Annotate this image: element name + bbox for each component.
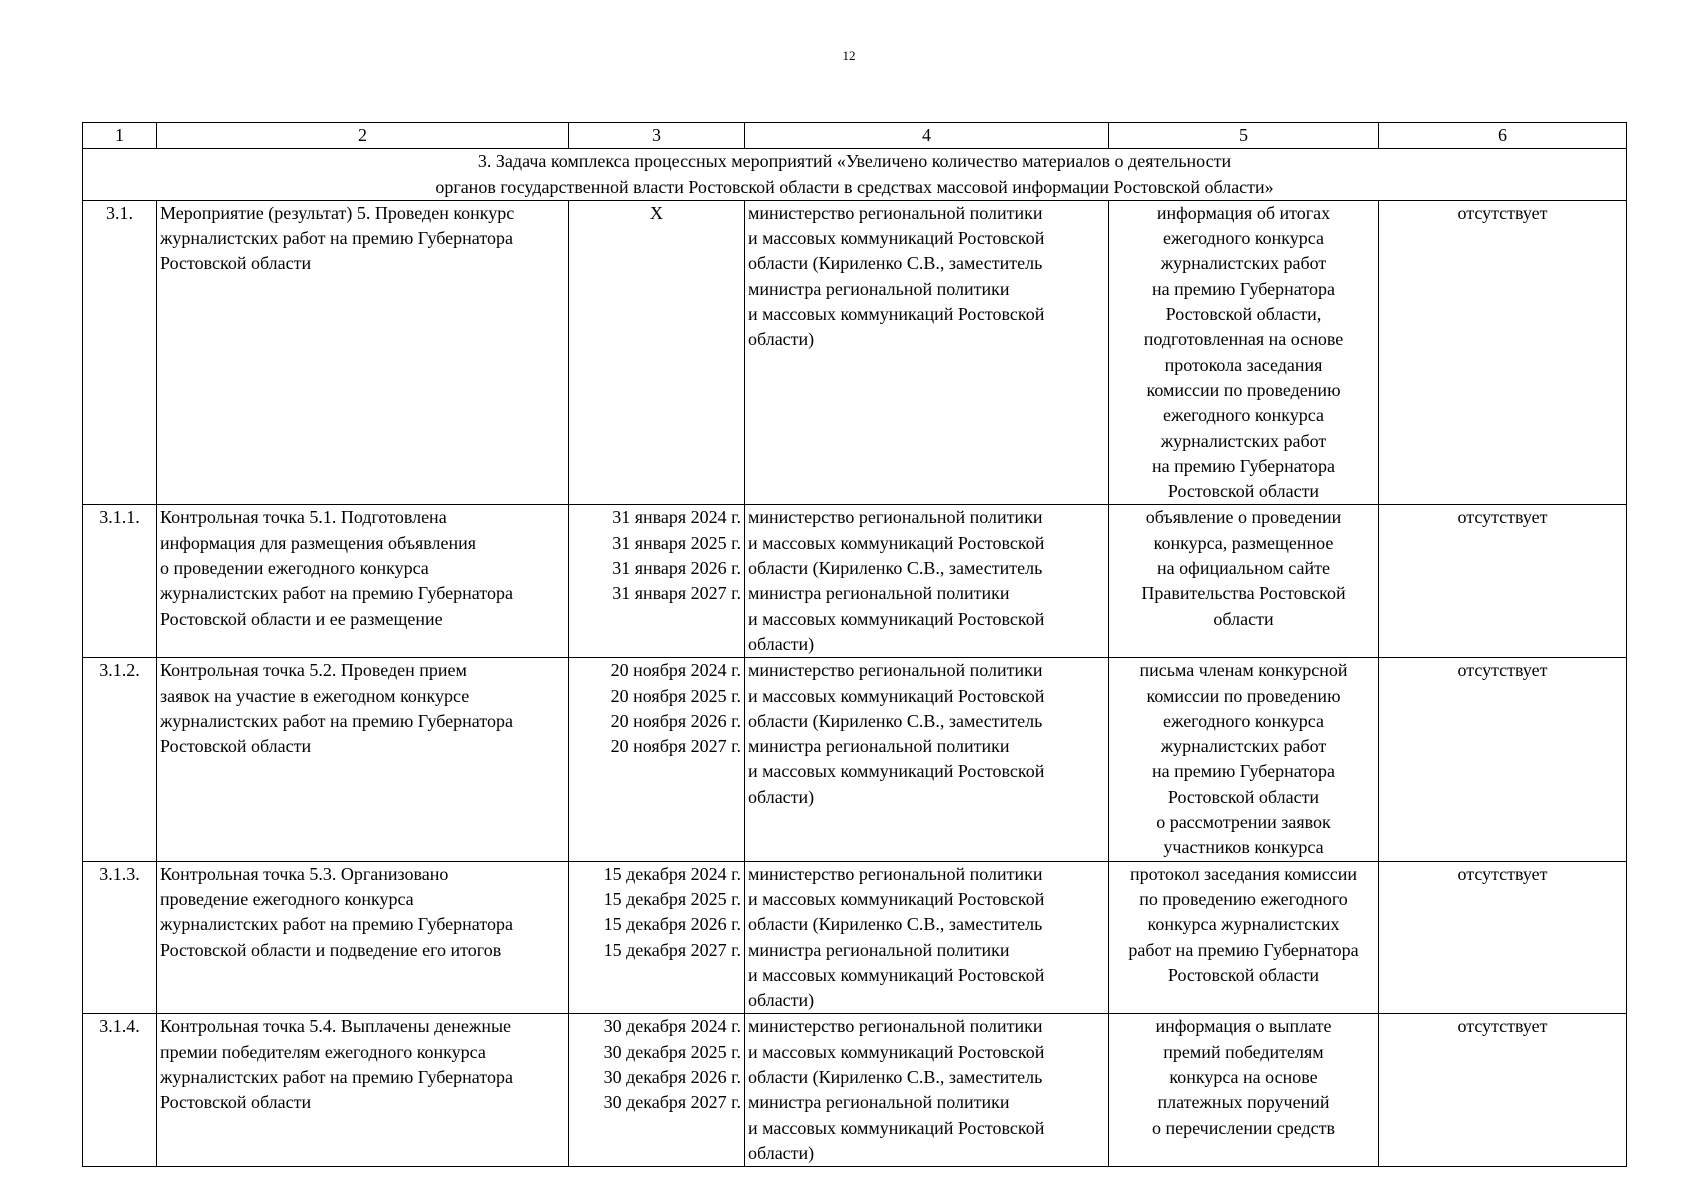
activity-name-line: премии победителям ежегодного конкурса [160,1041,486,1062]
deadline-dates-line: 15 декабря 2024 г. [603,863,741,884]
confirmation-document-line: на премию Губернатора [1152,761,1335,782]
task-title-row [83,149,1627,201]
responsible-executor-line: и массовых коммуникаций Ростовской [748,1041,1045,1062]
confirmation-document-line: конкурса на основе [1169,1066,1318,1087]
responsible-executor-line: и массовых коммуникаций Ростовской [748,1117,1045,1138]
activity-name-line: Мероприятие (результат) 5. Проведен конкурс [160,202,515,223]
responsible-executor [745,200,1109,505]
deadline-dates-line: 31 января 2026 г. [612,558,741,579]
responsible-executor-line: министра региональной политики [748,736,1010,757]
confirmation-document [1109,861,1379,1014]
responsible-executor-line: области (Кириленко С.В., заместитель [748,558,1043,579]
confirmation-document-line: Ростовской области [1167,481,1320,502]
responsible-executor-line: области (Кириленко С.В., заместитель [748,1066,1043,1087]
activity-name-line: заявок на участие в ежегодном конкурсе [160,685,470,706]
responsible-executor-line: министерство региональной политики [748,202,1043,223]
activity-name-line: Контрольная точка 5.3. Организовано [160,863,449,884]
deadline-dates [569,658,745,861]
confirmation-document-line: о рассмотрении заявок [1156,812,1331,833]
confirmation-document-line: по проведению ежегодного [1139,888,1348,909]
responsible-executor-line: и массовых коммуникаций Ростовской [748,888,1045,909]
confirmation-document-line: Ростовской области, [1165,304,1322,325]
information-system: отсутствует [1379,861,1627,1014]
confirmation-document-line: журналистских работ [1160,430,1327,451]
confirmation-document-line: на премию Губернатора [1152,278,1335,299]
responsible-executor [745,1014,1109,1167]
confirmation-document-line: журналистских работ [1160,253,1327,274]
column-number-header: 2 [157,123,569,149]
confirmation-document-line: объявление о проведении [1145,507,1342,528]
column-number-row [83,123,1627,149]
responsible-executor-line: области (Кириленко С.В., заместитель [748,253,1043,274]
confirmation-document-line: информация о выплате [1155,1016,1332,1037]
deadline-dates [569,1014,745,1167]
deadline-dates-line: 15 декабря 2027 г. [603,939,741,960]
activity-name-line: информация для размещения объявления [160,532,477,553]
activity-name-line: Ростовской области и ее размещение [160,608,443,629]
activity-name-line: Ростовской области [160,1092,312,1113]
activity-name-line: Контрольная точка 5.4. Выплачены денежные [160,1016,512,1037]
confirmation-document [1109,505,1379,658]
table-row [83,1014,1627,1167]
information-system: отсутствует [1379,505,1627,658]
deadline-dates [569,200,745,505]
responsible-executor-line: области) [748,633,815,654]
activity-name-line: Ростовской области [160,253,312,274]
column-number-header: 5 [1109,123,1379,149]
responsible-executor-line: и массовых коммуникаций Ростовской [748,761,1045,782]
activity-name [157,505,569,658]
confirmation-document-line: ежегодного конкурса [1163,710,1324,731]
responsible-executor-line: и массовых коммуникаций Ростовской [748,532,1045,553]
deadline-dates [569,861,745,1014]
deadline-dates-line: 20 ноября 2026 г. [610,710,741,731]
activity-name [157,861,569,1014]
responsible-executor-line: и массовых коммуникаций Ростовской [748,964,1045,985]
activity-name [157,658,569,861]
information-system: отсутствует [1379,658,1627,861]
row-number: 3.1. [83,200,157,505]
task-title-line: 3. Задача комплекса процессных мероприятий «Увеличено количество материалов о деятельности [477,151,1232,172]
deadline-dates-line: 30 декабря 2024 г. [603,1016,741,1037]
activity-name-line: Ростовской области [160,736,312,757]
responsible-executor-line: министра региональной политики [748,939,1010,960]
confirmation-document [1109,658,1379,861]
row-number: 3.1.3. [83,861,157,1014]
responsible-executor-line: министерство региональной политики [748,1016,1043,1037]
task-title-line: органов государственной власти Ростовской области в средствах массовой информации Ростовской области» [435,176,1274,197]
deadline-dates [569,505,745,658]
confirmation-document-line: области [1213,608,1274,629]
control-points-table [82,122,1627,1167]
confirmation-document-line: Правительства Ростовской [1141,583,1346,604]
responsible-executor-line: области) [748,1142,815,1163]
column-number-header: 4 [745,123,1109,149]
confirmation-document-line: информация об итогах [1156,202,1331,223]
confirmation-document-line: журналистских работ [1160,736,1327,757]
confirmation-document-line: ежегодного конкурса [1163,228,1324,249]
activity-name-line: журналистских работ на премию Губернатора [160,914,513,935]
deadline-dates-line: 20 ноября 2027 г. [610,736,741,757]
activity-name-line: журналистских работ на премию Губернатора [160,1066,513,1087]
confirmation-document-line: ежегодного конкурса [1163,405,1324,426]
table-row [83,658,1627,861]
responsible-executor [745,861,1109,1014]
responsible-executor-line: и массовых коммуникаций Ростовской [748,228,1045,249]
activity-name-line: Ростовской области и подведение его итогов [160,939,502,960]
column-number-header: 1 [83,123,157,149]
confirmation-document-line: участников конкурса [1163,837,1324,858]
deadline-dates-line: 31 января 2025 г. [612,532,741,553]
responsible-executor [745,505,1109,658]
row-number: 3.1.2. [83,658,157,861]
confirmation-document-line: работ на премию Губернатора [1128,939,1359,960]
responsible-executor-line: области) [748,329,815,350]
column-number-header: 6 [1379,123,1627,149]
activity-name [157,200,569,505]
deadline-dates-line: 30 декабря 2027 г. [603,1092,741,1113]
deadline-dates-line: 31 января 2024 г. [612,507,741,528]
responsible-executor-line: и массовых коммуникаций Ростовской [748,685,1045,706]
deadline-dates-line: 20 ноября 2025 г. [610,685,741,706]
deadline-dates-line: 30 декабря 2026 г. [603,1066,741,1087]
row-number: 3.1.1. [83,505,157,658]
confirmation-document-line: конкурса, размещенное [1153,532,1334,553]
responsible-executor-line: области (Кириленко С.В., заместитель [748,914,1043,935]
confirmation-document-line: комиссии по проведению [1146,379,1341,400]
table-row [83,505,1627,658]
confirmation-document-line: протокол заседания комиссии [1129,863,1358,884]
activity-name-line: проведение ежегодного конкурса [160,888,414,909]
responsible-executor-line: министерство региональной политики [748,507,1043,528]
activity-name-line: журналистских работ на премию Губернатора [160,583,513,604]
deadline-dates-line: 30 декабря 2025 г. [603,1041,741,1062]
activity-name-line: журналистских работ на премию Губернатора [160,710,513,731]
confirmation-document-line: премий победителям [1163,1041,1324,1062]
page-number: 12 [842,48,856,63]
responsible-executor [745,658,1109,861]
responsible-executor-line: и массовых коммуникаций Ростовской [748,304,1045,325]
responsible-executor-line: министерство региональной политики [748,660,1043,681]
confirmation-document [1109,200,1379,505]
information-system: отсутствует [1379,1014,1627,1167]
confirmation-document-line: платежных поручений [1157,1092,1330,1113]
column-number-header: 3 [569,123,745,149]
responsible-executor-line: министра региональной политики [748,1092,1010,1113]
task-title [83,149,1627,201]
table-row [83,861,1627,1014]
confirmation-document-line: подготовленная на основе [1143,329,1344,350]
deadline-dates-line: X [650,202,663,223]
confirmation-document-line: комиссии по проведению [1146,685,1341,706]
responsible-executor-line: и массовых коммуникаций Ростовской [748,608,1045,629]
responsible-executor-line: министерство региональной политики [748,863,1043,884]
confirmation-document-line: конкурса журналистских [1147,914,1340,935]
deadline-dates-line: 20 ноября 2024 г. [610,660,741,681]
responsible-executor-line: министра региональной политики [748,583,1010,604]
row-number: 3.1.4. [83,1014,157,1167]
confirmation-document-line: письма членам конкурсной [1139,660,1348,681]
confirmation-document-line: на официальном сайте [1157,558,1330,579]
deadline-dates-line: 15 декабря 2025 г. [603,888,741,909]
activity-name [157,1014,569,1167]
confirmation-document-line: протокола заседания [1164,354,1323,375]
confirmation-document-line: о перечислении средств [1152,1117,1335,1138]
responsible-executor-line: министра региональной политики [748,278,1010,299]
responsible-executor-line: области (Кириленко С.В., заместитель [748,710,1043,731]
activity-name-line: журналистских работ на премию Губернатора [160,228,513,249]
table-row [83,200,1627,505]
confirmation-document-line: на премию Губернатора [1152,455,1335,476]
responsible-executor-line: области) [748,990,815,1011]
activity-name-line: Контрольная точка 5.1. Подготовлена [160,507,447,528]
confirmation-document-line: Ростовской области [1167,964,1320,985]
deadline-dates-line: 15 декабря 2026 г. [603,914,741,935]
information-system: отсутствует [1379,200,1627,505]
deadline-dates-line: 31 января 2027 г. [612,583,741,604]
activity-name-line: Контрольная точка 5.2. Проведен прием [160,660,467,681]
activity-name-line: о проведении ежегодного конкурса [160,558,429,579]
confirmation-document-line: Ростовской области [1167,786,1320,807]
responsible-executor-line: области) [748,786,815,807]
confirmation-document [1109,1014,1379,1167]
